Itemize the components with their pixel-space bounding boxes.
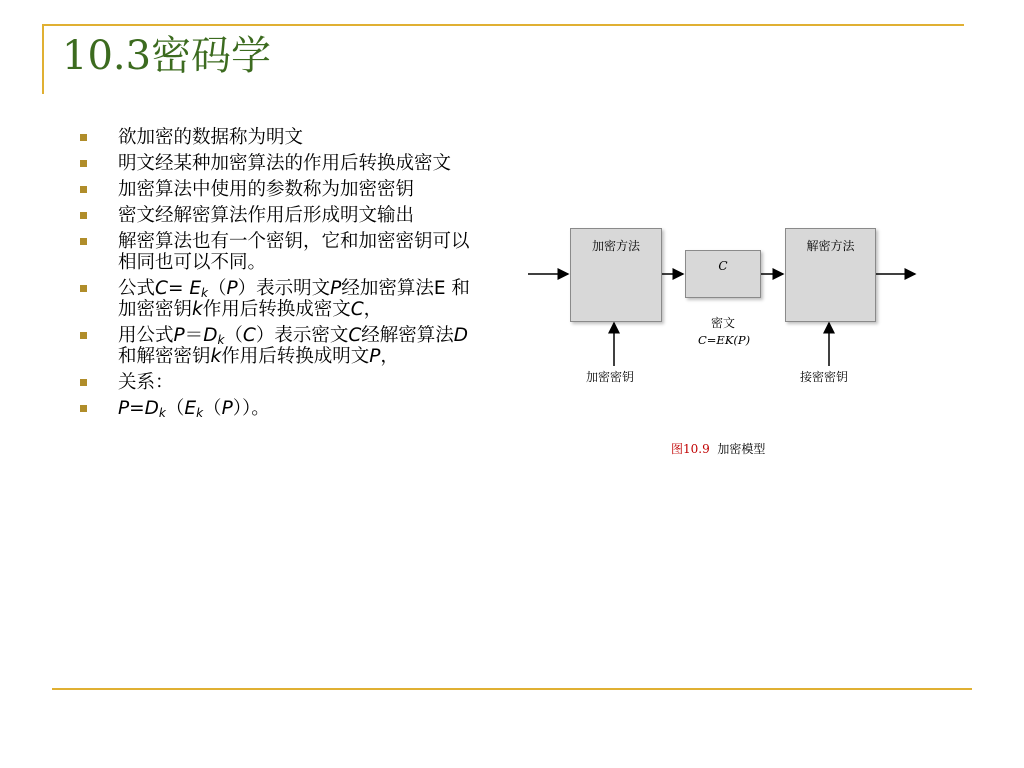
bullet-text: 加密算法中使用的参数称为加密密钥 <box>118 179 415 200</box>
bullet-text: 关系： <box>118 372 174 393</box>
bullet-text: 解密算法也有一个密钥，它和加密密钥可以相同也可以不同。 <box>118 231 470 273</box>
cipher-label: 密文 <box>711 316 736 330</box>
cipher-formula: C=EK(P) <box>698 333 751 347</box>
cipher-box <box>685 250 761 298</box>
encrypt-box <box>570 228 662 322</box>
bullet-item-formula-encrypt <box>80 278 470 320</box>
bullet-square-icon <box>80 212 87 219</box>
bullet-text: $P=D_k(E_k(P))$。 <box>118 398 270 420</box>
decrypt-box <box>785 228 876 322</box>
left-rule <box>42 24 44 94</box>
cipher-box-label: C <box>718 259 728 273</box>
bullet-text: 用公式$P=D_k(C)$表示密文C经解密算法D和解密密钥k作用后转换成明文P， <box>118 325 469 367</box>
figure-caption <box>671 440 765 457</box>
slide-title: 10.3密码学 <box>62 33 272 79</box>
figure-caption-number: 图10.9 <box>671 442 710 456</box>
encrypt-box-label: 加密方法 <box>591 239 640 253</box>
bullet-square-icon <box>80 238 87 245</box>
bullet-text: 密文经解密算法作用后形成明文输出 <box>118 205 415 226</box>
decrypt-key-label: 接密密钥 <box>800 370 849 384</box>
bullet-text: 明文经某种加密算法的作用后转换成密文 <box>118 153 452 174</box>
bullet-item-formula-decrypt <box>80 325 470 367</box>
bullet-square-icon <box>80 285 87 292</box>
bullet-item <box>80 372 470 393</box>
bullet-item <box>80 179 470 200</box>
bottom-rule <box>52 688 972 690</box>
bullet-square-icon <box>80 405 87 412</box>
encrypt-key-label: 加密密钥 <box>586 370 635 384</box>
bullet-text: 欲加密的数据称为明文 <box>118 127 304 148</box>
top-rule <box>42 24 964 26</box>
bullet-item <box>80 231 470 273</box>
bullet-square-icon <box>80 332 87 339</box>
decrypt-box-label: 解密方法 <box>806 239 855 253</box>
bullet-list <box>80 127 470 424</box>
bullet-item <box>80 153 470 174</box>
bullet-item-relation <box>80 398 470 419</box>
bullet-square-icon <box>80 379 87 386</box>
bullet-item <box>80 127 470 148</box>
bullet-square-icon <box>80 160 87 167</box>
bullet-square-icon <box>80 186 87 193</box>
figure-caption-text: 加密模型 <box>717 442 766 456</box>
encryption-model-diagram <box>520 220 920 470</box>
bullet-item <box>80 205 470 226</box>
bullet-text: 公式$C= E_k(P)$表示明文P经加密算法E 和加密密钥k作用后转换成密文C， <box>118 278 470 320</box>
bullet-square-icon <box>80 134 87 141</box>
